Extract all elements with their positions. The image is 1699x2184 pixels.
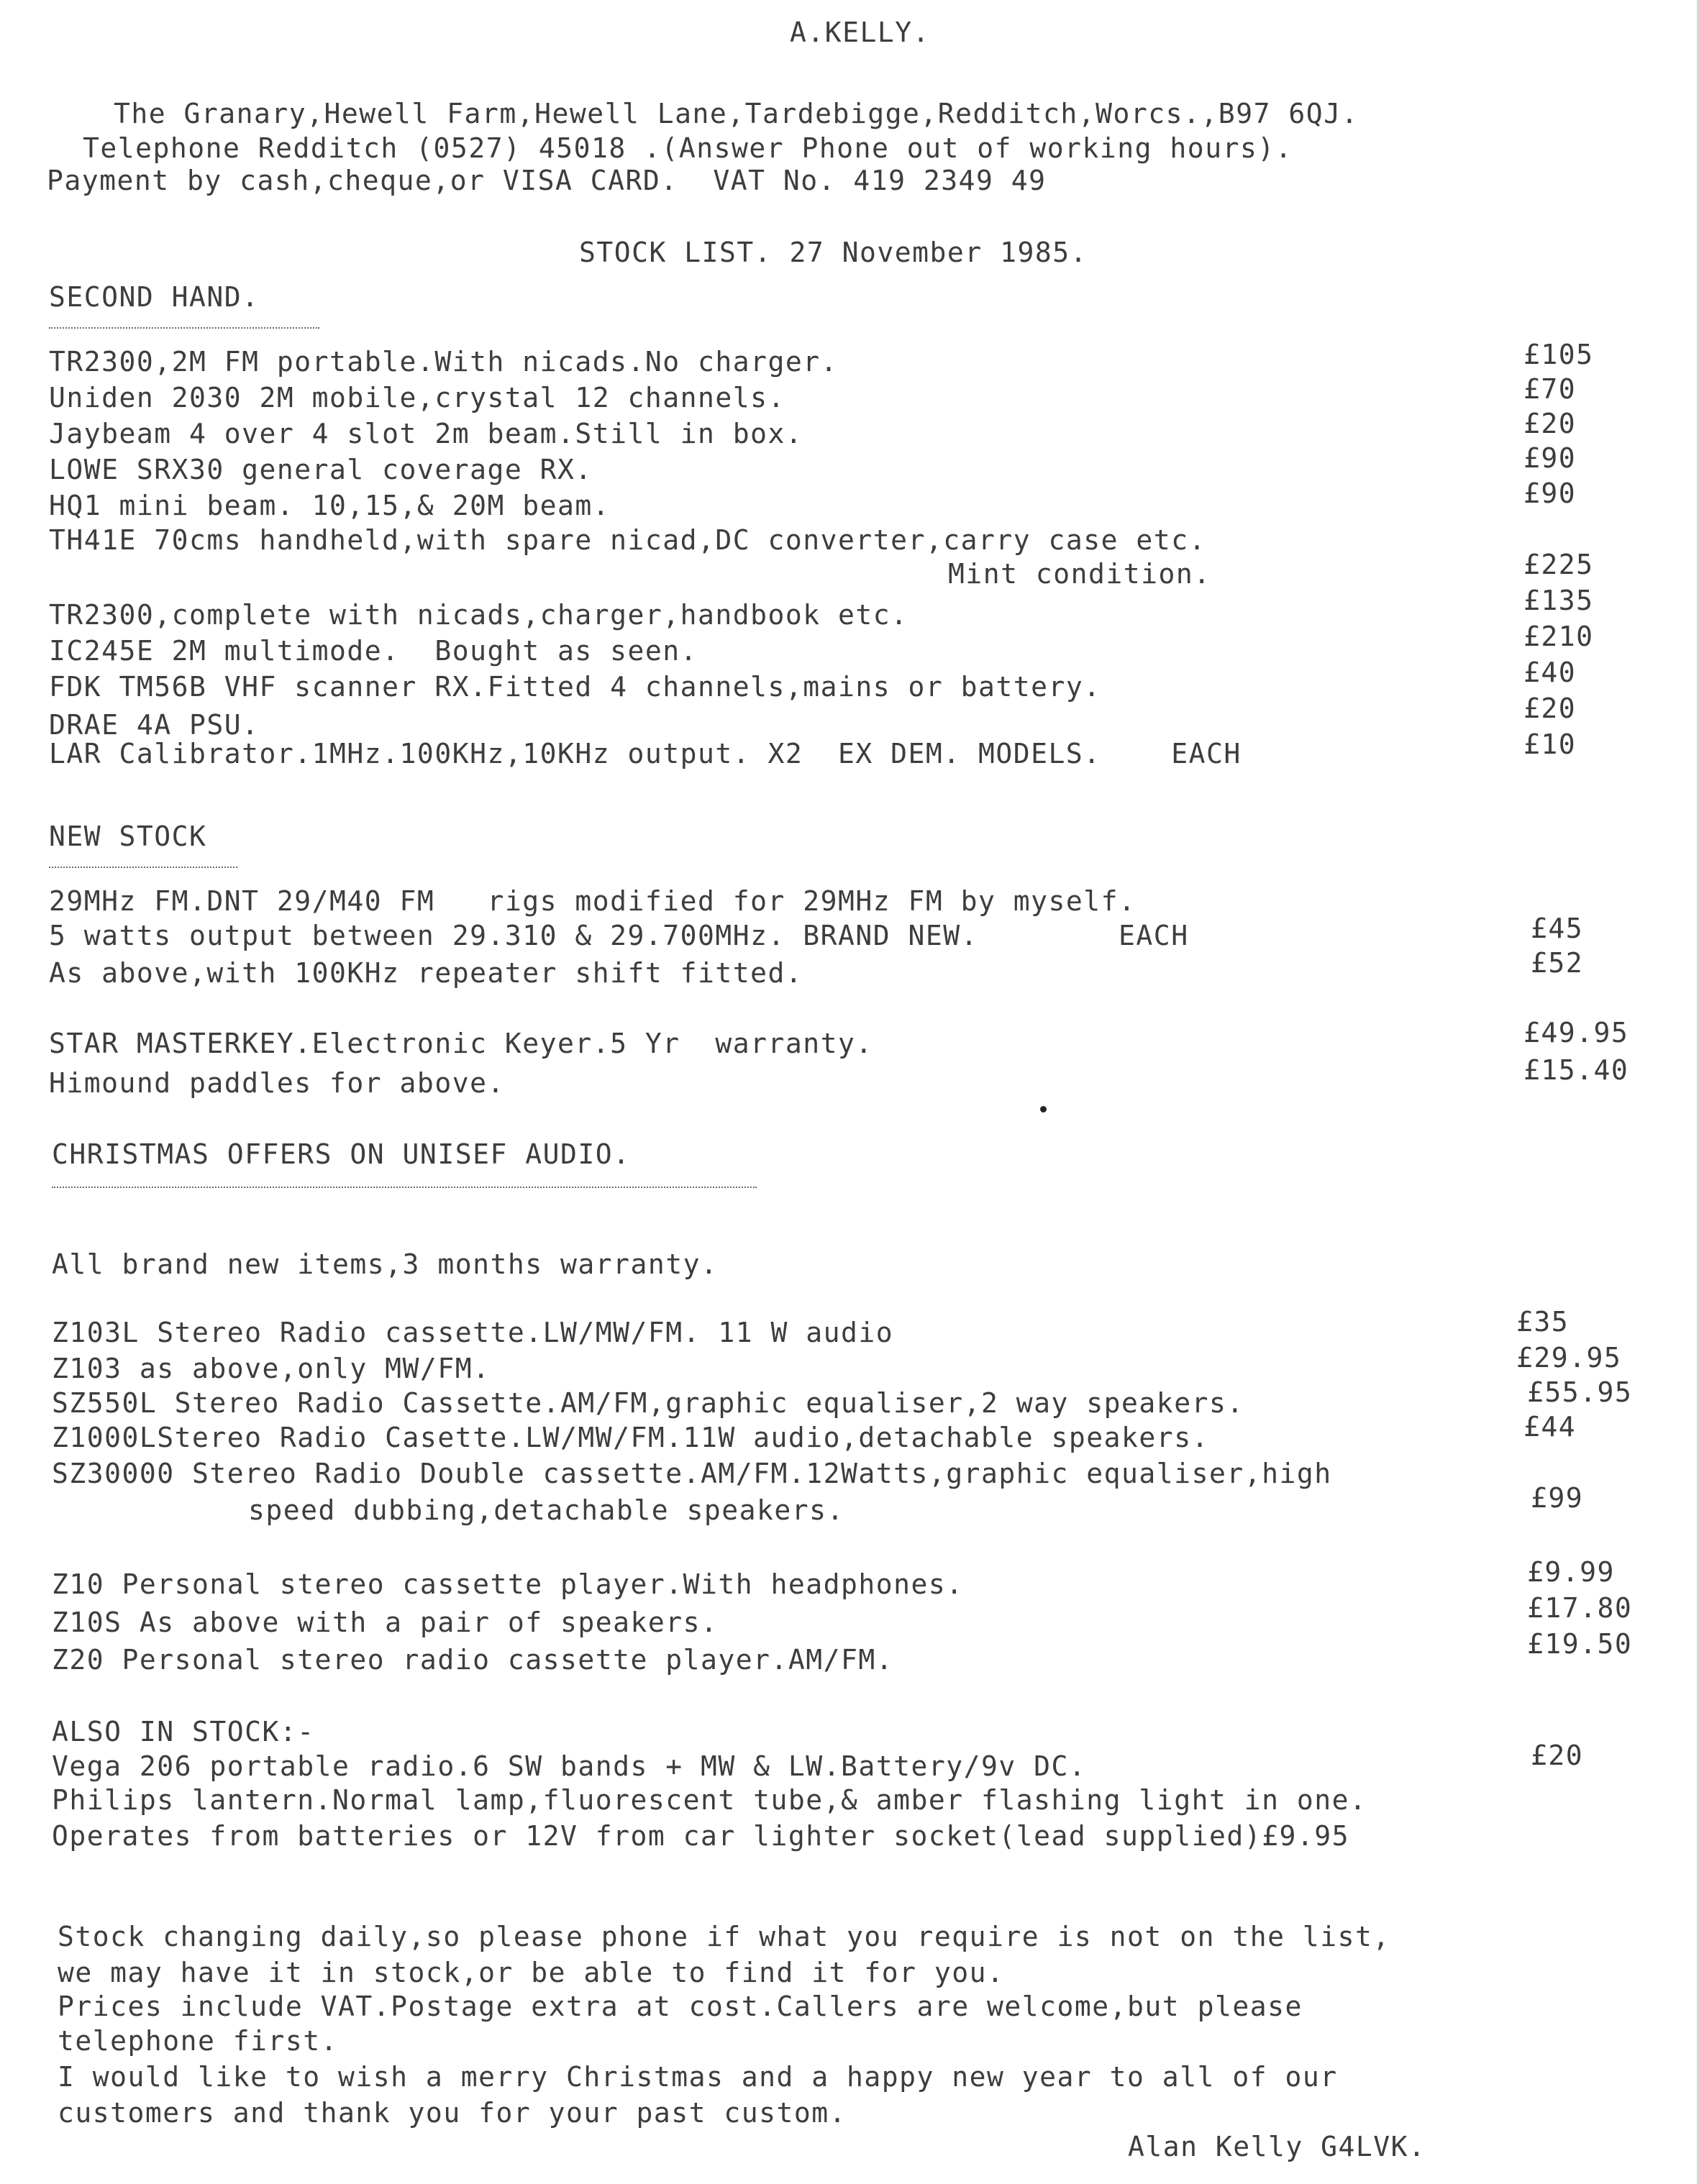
christmas-heading: CHRISTMAS OFFERS ON UNISEF AUDIO.	[52, 1138, 631, 1170]
item-price: £99	[1531, 1482, 1584, 1514]
footer-line: Prices include VAT.Postage extra at cost.Callers are welcome,but please	[58, 1991, 1303, 2022]
list-item: Philips lantern.Normal lamp,fluorescent tube,& amber flashing light in one.	[52, 1784, 1367, 1816]
christmas-intro: All brand new items,3 months warranty.	[52, 1248, 719, 1280]
footer-line: Stock changing daily,so please phone if what you require is not on the list,	[58, 1921, 1390, 1952]
item-price: £20	[1523, 693, 1577, 724]
telephone-line: Telephone Redditch (0527) 45018 .(Answer Phone out of working hours).	[83, 132, 1293, 164]
footer-line: telephone first.	[58, 2025, 339, 2057]
item-price: £49.95	[1523, 1017, 1629, 1048]
list-item: FDK TM56B VHF scanner RX.Fitted 4 channels,mains or battery.	[49, 671, 1101, 703]
list-item: TR2300,complete with nicads,charger,handbook etc.	[49, 599, 908, 631]
item-price: £55.95	[1527, 1376, 1633, 1408]
list-item: LOWE SRX30 general coverage RX.	[49, 454, 593, 485]
list-item: Z10S As above with a pair of speakers.	[52, 1607, 719, 1638]
section-underline	[49, 327, 319, 329]
list-item: SZ550L Stereo Radio Cassette.AM/FM,graphic equaliser,2 way speakers.	[52, 1387, 1244, 1419]
item-price: £19.50	[1527, 1628, 1633, 1660]
item-price: £52	[1531, 947, 1584, 979]
list-item: As above,with 100KHz repeater shift fitted.	[49, 957, 803, 989]
item-price: £17.80	[1527, 1592, 1633, 1624]
item-price: £44	[1523, 1411, 1577, 1443]
list-item: TR2300,2M FM portable.With nicads.No charger.	[49, 346, 839, 378]
list-item: 5 watts output between 29.310 & 29.700MHz. BRAND NEW. EACH	[49, 920, 1189, 951]
item-price: £225	[1523, 549, 1594, 580]
ink-speck	[1040, 1106, 1047, 1112]
list-item: STAR MASTERKEY.Electronic Keyer.5 Yr warranty.	[49, 1028, 873, 1059]
list-item: Uniden 2030 2M mobile,crystal 12 channels.	[49, 382, 785, 414]
item-price: £40	[1523, 657, 1577, 688]
list-item: Z1000LStereo Radio Casette.LW/MW/FM.11W audio,detachable speakers.	[52, 1422, 1209, 1453]
list-item: LAR Calibrator.1MHz.100KHz,10KHz output. X2 EX DEM. MODELS. EACH	[49, 738, 1242, 769]
author-name: A.KELLY.	[790, 17, 931, 48]
list-item: Z103L Stereo Radio cassette.LW/MW/FM. 11 W audio	[52, 1317, 894, 1348]
list-item: Operates from batteries or 12V from car lighter socket(lead supplied)£9.95	[52, 1820, 1349, 1852]
list-item: Z10 Personal stereo cassette player.With headphones.	[52, 1568, 964, 1600]
also-in-stock-heading: ALSO IN STOCK:-	[52, 1716, 315, 1747]
footer-line: customers and thank you for your past custom.	[58, 2097, 847, 2129]
item-price: £45	[1531, 913, 1584, 944]
item-price: £70	[1523, 373, 1577, 405]
section-underline	[52, 1187, 757, 1188]
second-hand-heading: SECOND HAND.	[49, 281, 260, 313]
payment-line: Payment by cash,cheque,or VISA CARD. VAT No. 419 2349 49	[47, 165, 1047, 196]
item-price: £20	[1523, 408, 1577, 439]
list-item: SZ30000 Stereo Radio Double cassette.AM/FM.12Watts,graphic equaliser,high	[52, 1458, 1332, 1489]
list-title: STOCK LIST. 27 November 1985.	[579, 237, 1088, 268]
signature: Alan Kelly G4LVK.	[1128, 2131, 1426, 2162]
new-stock-heading: NEW STOCK	[49, 821, 207, 852]
item-price: £135	[1523, 585, 1594, 616]
item-price: £15.40	[1523, 1054, 1629, 1086]
item-price: £35	[1516, 1306, 1570, 1338]
section-underline	[49, 867, 237, 868]
list-item: DRAE 4A PSU.	[49, 709, 260, 741]
list-item: 29MHz FM.DNT 29/M40 FM rigs modified for 29MHz FM by myself.	[49, 885, 1137, 917]
list-item: Himound paddles for above.	[49, 1067, 505, 1099]
item-price: £105	[1523, 339, 1594, 370]
address-line: The Granary,Hewell Farm,Hewell Lane,Tardebigge,Redditch,Worcs.,B97 6QJ.	[114, 98, 1359, 129]
list-item: IC245E 2M multimode. Bought as seen.	[49, 635, 698, 667]
list-item: Vega 206 portable radio.6 SW bands + MW & LW.Battery/9v DC.	[52, 1750, 1087, 1782]
list-item: Jaybeam 4 over 4 slot 2m beam.Still in box.	[49, 418, 803, 449]
list-item: HQ1 mini beam. 10,15,& 20M beam.	[49, 490, 611, 521]
list-item: speed dubbing,detachable speakers.	[248, 1494, 844, 1526]
item-price: £10	[1523, 728, 1577, 760]
list-item: Z103 as above,only MW/FM.	[52, 1353, 491, 1384]
footer-line: we may have it in stock,or be able to find it for you.	[58, 1957, 1005, 1988]
item-price: £9.99	[1527, 1556, 1615, 1588]
footer-line: I would like to wish a merry Christmas and a happy new year to all of our	[58, 2061, 1338, 2093]
list-item: TH41E 70cms handheld,with spare nicad,DC converter,carry case etc.	[49, 524, 1206, 556]
item-price: £29.95	[1516, 1342, 1622, 1374]
item-price: £90	[1523, 442, 1577, 474]
item-price: £210	[1523, 621, 1594, 652]
item-price: £20	[1531, 1740, 1584, 1771]
list-item: Z20 Personal stereo radio cassette player.AM/FM.	[52, 1644, 894, 1676]
list-item: Mint condition.	[948, 558, 1211, 590]
item-price: £90	[1523, 478, 1577, 509]
